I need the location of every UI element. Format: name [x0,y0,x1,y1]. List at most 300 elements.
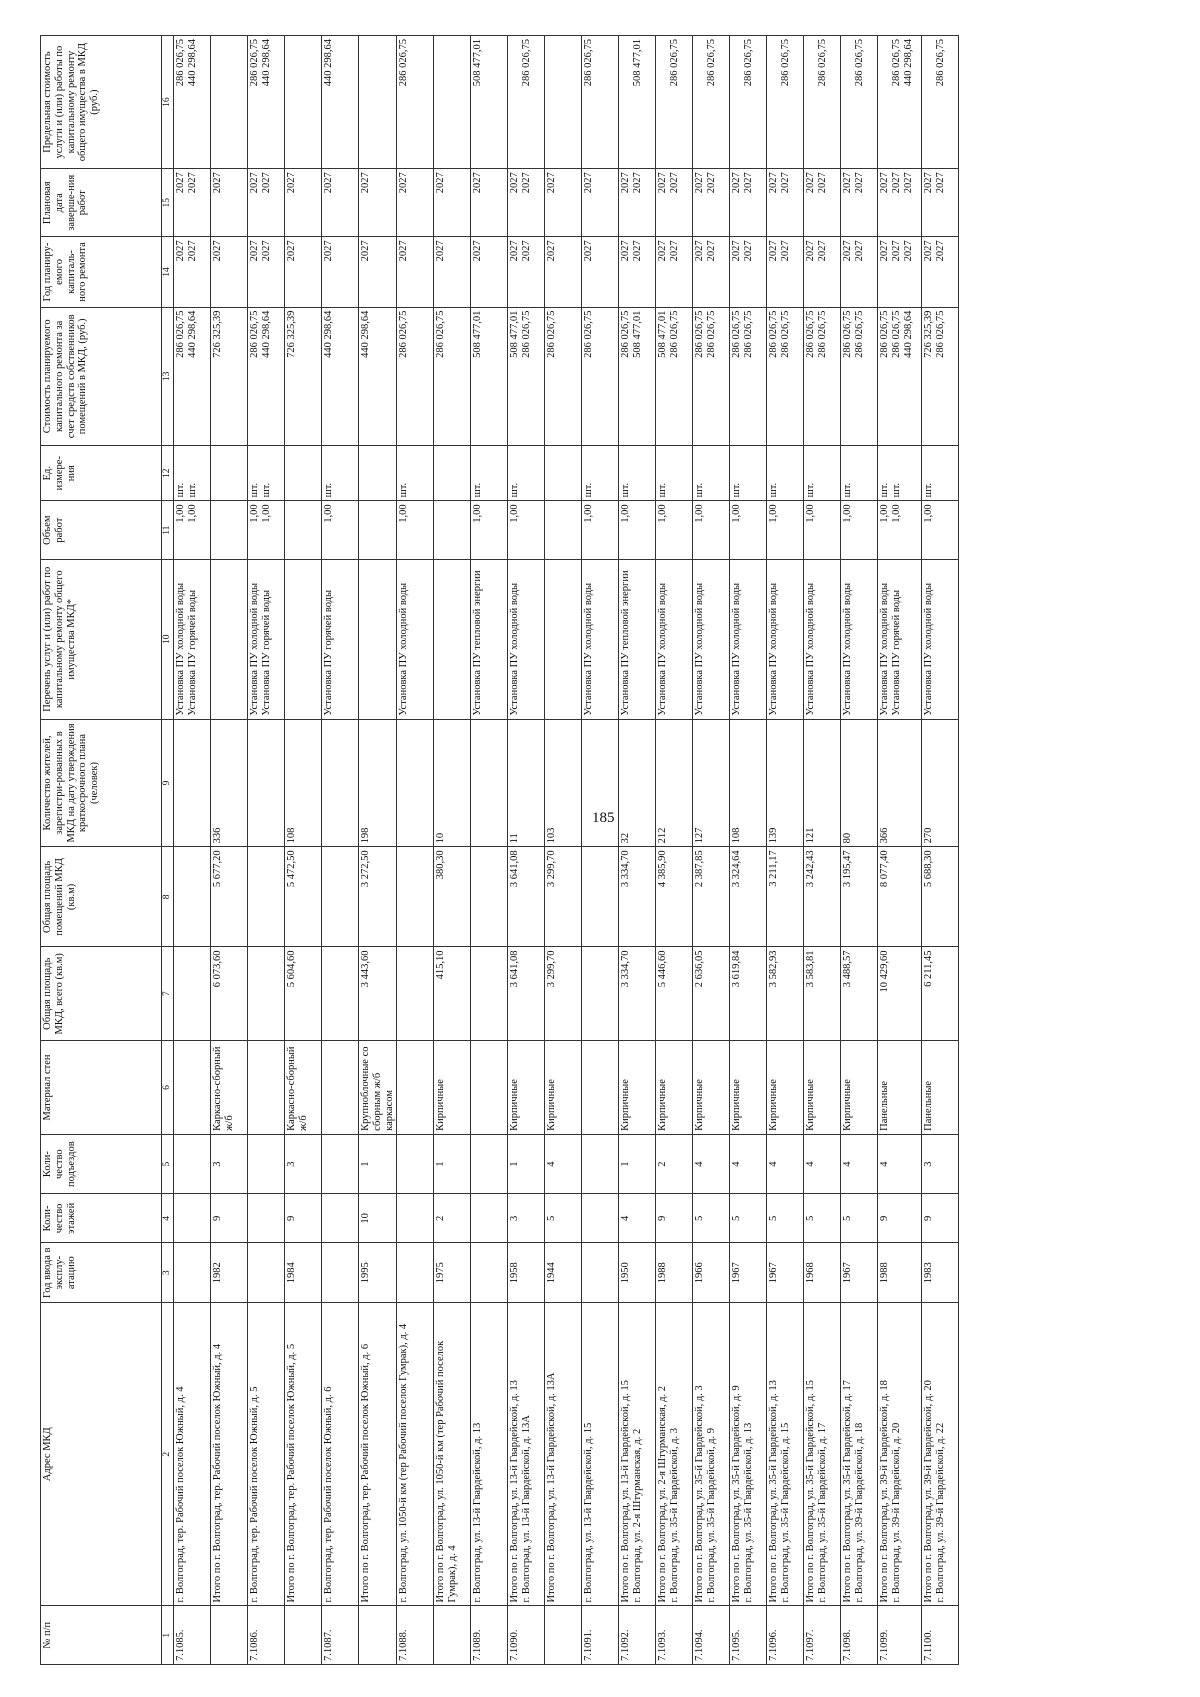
row-number: 7.1087. [322,1606,359,1665]
planned-cost-cell-line: 286 026,75 [546,310,558,358]
column-header-3: Год ввода в эксплу-атацию [41,1243,162,1303]
wall-material-cell: Кирпичные [656,1041,693,1135]
completion-date-cell [619,169,656,237]
floors-cell: 5 [693,1194,730,1243]
limit-cost-cell-line: 508 477,01 [632,39,643,87]
limit-cost-cell [922,36,959,169]
residents-cell: 198 [359,719,397,847]
address-cell: Итого по г. Волгоград, тер. Рабочий поселок Южный, д. 4 [211,1303,248,1606]
completion-date-cell-line: 2027 [286,172,297,194]
work-list-cell [693,559,730,719]
wall-material-cell: Кирпичные [730,1041,767,1135]
wall-material-cell [397,1041,434,1135]
entrances-cell: 4 [730,1134,767,1194]
planned-cost-cell-line: 508 477,01 [657,310,669,358]
planned-cost-cell [508,307,545,445]
work-list-cell [434,559,471,719]
unit-cell-line: шт. [186,482,198,498]
limit-cost-cell-line: 286 026,75 [743,39,754,87]
limit-cost-cell [359,36,397,169]
work-volume-cell [693,501,730,560]
completion-date-cell-line: 2027 [260,172,272,194]
wall-material-cell: Кирпичные [434,1041,471,1135]
planned-cost-cell-line: 286 026,75 [435,310,447,358]
work-list-cell [545,559,582,719]
column-number-3: 3 [162,1243,174,1303]
entrances-cell: 3 [922,1134,959,1194]
unit-cell [471,446,508,501]
work-list-cell-line: Установка ПУ холодной воды [398,582,410,716]
work-volume-cell [730,501,767,560]
repair-year-cell-line: 2027 [398,240,410,262]
completion-date-cell-line: 2027 [669,172,680,194]
year-built-cell: 1967 [841,1243,878,1303]
work-volume-cell-line: 1,00 [805,504,817,523]
table-row [434,36,471,1665]
limit-cost-cell [582,36,619,169]
completion-date-cell-line: 2027 [657,172,669,194]
repair-year-cell-line: 2027 [805,240,817,262]
completion-date-cell-line: 2027 [509,172,521,194]
work-list-cell [619,559,656,719]
work-volume-cell-line: 1,00 [768,504,780,523]
table-header-row [41,36,162,1665]
column-header-11: Объем работ [41,501,162,560]
residents-cell: 103 [545,719,582,847]
unit-cell-line: шт. [323,482,334,498]
unit-cell-line: шт. [731,482,743,498]
total-area-cell: 3 299,70 [545,947,582,1041]
planned-cost-cell-line: 286 026,75 [817,310,828,358]
total-area-cell: 3 582,93 [767,947,804,1041]
completion-date-cell [508,169,545,237]
wall-material-cell: Панельные [878,1041,922,1135]
residents-cell: 108 [285,719,322,847]
unit-cell [878,446,922,501]
work-volume-cell [508,501,545,560]
work-volume-cell-line: 1,00 [323,504,334,523]
entrances-cell [248,1134,285,1194]
planned-cost-cell-line: 440 298,64 [186,310,198,358]
column-number-8: 8 [162,847,174,947]
wall-material-cell [471,1041,508,1135]
work-list-cell-line: Установка ПУ холодной воды [249,582,260,716]
work-volume-cell-line: 1,00 [509,504,521,523]
repair-year-cell-line: 2027 [546,240,558,262]
work-volume-cell-line: 1,00 [620,504,632,523]
address-cell [730,1303,767,1606]
planned-cost-cell-line: 286 026,75 [879,310,891,358]
work-volume-cell [878,501,922,560]
repair-year-cell [619,237,656,307]
repair-year-cell-line: 2027 [780,240,791,262]
year-built-cell: 1967 [767,1243,804,1303]
unit-cell [693,446,730,501]
total-area-cell: 6 073,60 [211,947,248,1041]
repair-year-cell-line: 2027 [694,240,706,262]
unit-cell [841,446,878,501]
repair-year-cell-line: 2027 [249,240,260,262]
unit-cell-line: шт. [398,482,410,498]
premises-area-cell: 3 334,70 [619,847,656,947]
premises-area-cell: 8 077,40 [878,847,922,947]
repair-year-cell [878,237,922,307]
residents-cell [322,719,359,847]
repair-year-cell-line: 2027 [891,240,902,262]
unit-cell-line: шт. [879,482,891,498]
year-built-cell: 1968 [804,1243,841,1303]
address-cell [767,1303,804,1606]
work-volume-cell [397,501,434,560]
total-area-cell: 10 429,60 [878,947,922,1041]
premises-area-cell: 5 472,50 [285,847,322,947]
residents-cell: 32 [619,719,656,847]
repair-year-cell-line: 2027 [186,240,198,262]
repair-year-cell-line: 2027 [260,240,272,262]
work-list-cell [174,559,211,719]
work-volume-cell [656,501,693,560]
planned-cost-cell [434,307,471,445]
unit-cell [211,446,248,501]
floors-cell [582,1194,619,1243]
column-header-15: Плановая дата заверше-ния работ [41,169,162,237]
planned-cost-cell [582,307,619,445]
year-built-cell: 1958 [508,1243,545,1303]
planned-cost-cell-line: 286 026,75 [805,310,817,358]
row-number: 7.1092. [619,1606,656,1665]
work-list-cell-line: Установка ПУ холодной воды [879,582,891,716]
work-volume-cell-line: 1,00 [175,504,186,523]
column-header-8: Общая площадь помещений МКД (кв.м) [41,847,162,947]
planned-cost-cell [878,307,922,445]
work-list-cell [841,559,878,719]
entrances-cell: 1 [508,1134,545,1194]
limit-cost-cell [508,36,545,169]
limit-cost-cell [174,36,211,169]
planned-cost-cell-line: 440 298,64 [260,310,272,358]
limit-cost-cell [471,36,508,169]
limit-cost-cell [730,36,767,169]
work-list-cell [582,559,619,719]
floors-cell [322,1194,359,1243]
total-area-cell: 3 488,57 [841,947,878,1041]
completion-date-cell-line: 2027 [768,172,780,194]
unit-cell [397,446,434,501]
table-row [285,36,322,1665]
work-volume-cell [285,501,322,560]
floors-cell: 5 [767,1194,804,1243]
floors-cell: 4 [619,1194,656,1243]
entrances-cell: 4 [693,1134,730,1194]
repair-year-cell-line: 2027 [935,240,946,262]
limit-cost-cell-line: 286 026,75 [249,39,260,87]
entrances-cell: 1 [434,1134,471,1194]
planned-cost-cell [841,307,878,445]
work-volume-cell [322,501,359,560]
work-volume-cell [471,501,508,560]
premises-area-cell: 3 242,43 [804,847,841,947]
unit-cell [656,446,693,501]
limit-cost-cell-line: 286 026,75 [521,39,532,87]
floors-cell: 9 [878,1194,922,1243]
residents-cell: 121 [804,719,841,847]
completion-date-cell-line: 2027 [891,172,902,194]
total-area-cell: 3 641,08 [508,947,545,1041]
completion-date-cell-line: 2027 [249,172,260,194]
repair-year-cell-line: 2027 [657,240,669,262]
limit-cost-cell [841,36,878,169]
entrances-cell [174,1134,211,1194]
limit-cost-cell-line: 440 298,64 [186,39,198,87]
completion-date-cell-line: 2027 [817,172,828,194]
repair-year-cell-line: 2027 [323,240,334,262]
address-cell-line: г. Волгоград, ул. 35-й Гвардейской, д. 9 [706,1428,717,1603]
work-volume-cell [359,501,397,560]
premises-area-cell: 5 677,20 [211,847,248,947]
row-number: 7.1097. [804,1606,841,1665]
work-volume-cell-line: 1,00 [186,504,198,523]
planned-cost-cell-line: 286 026,75 [743,310,754,358]
row-number: 7.1089. [471,1606,508,1665]
premises-area-cell: 3 299,70 [545,847,582,947]
table-row [545,36,582,1665]
table-body [174,36,959,1665]
limit-cost-cell-line: 286 026,75 [398,39,410,87]
year-built-cell: 1995 [359,1243,397,1303]
entrances-cell [582,1134,619,1194]
unit-cell-line: шт. [805,482,817,498]
completion-date-cell-line: 2027 [521,172,532,194]
limit-cost-cell-line: 286 026,75 [935,39,946,87]
year-built-cell: 1988 [878,1243,922,1303]
work-volume-cell [434,501,471,560]
planned-cost-cell [767,307,804,445]
completion-date-cell-line: 2027 [780,172,791,194]
repair-year-cell-line: 2027 [509,240,521,262]
unit-cell-line: шт. [472,482,484,498]
unit-cell [582,446,619,501]
address-cell [656,1303,693,1606]
completion-date-cell-line: 2027 [902,172,914,194]
residents-cell: 270 [922,719,959,847]
completion-date-cell-line: 2027 [923,172,935,194]
work-list-cell [656,559,693,719]
wall-material-cell: Кирпичные [693,1041,730,1135]
unit-cell [922,446,959,501]
floors-cell: 5 [730,1194,767,1243]
table-row [656,36,693,1665]
premises-area-cell [248,847,285,947]
unit-cell-line: шт. [891,482,902,498]
column-header-2: Адрес МКД [41,1303,162,1606]
work-list-cell-line: Установка ПУ холодной воды [657,582,669,716]
completion-date-cell-line: 2027 [805,172,817,194]
total-area-cell: 5 604,60 [285,947,322,1041]
planned-cost-cell [545,307,582,445]
completion-date-cell-line: 2027 [731,172,743,194]
row-number: 7.1100. [922,1606,959,1665]
address-cell: Итого по г. Волгоград, тер. Рабочий поселок Южный, д. 5 [285,1303,322,1606]
work-volume-cell [922,501,959,560]
planned-cost-cell-line: 508 477,01 [472,310,484,358]
unit-cell-line: шт. [175,482,186,498]
limit-cost-cell-line [620,39,632,165]
limit-cost-cell-line: 286 026,75 [706,39,717,87]
address-cell-line: г. Волгоград, ул. 39-й Гвардейской, д. 22 [935,1422,946,1603]
premises-area-cell [471,847,508,947]
work-volume-cell [841,501,878,560]
year-built-cell: 1944 [545,1243,582,1303]
planned-cost-cell [730,307,767,445]
column-number-5: 5 [162,1134,174,1194]
unit-cell [359,446,397,501]
premises-area-cell: 3 272,50 [359,847,397,947]
address-cell [508,1303,545,1606]
total-area-cell [248,947,285,1041]
completion-date-cell-line: 2027 [212,172,223,194]
address-cell-line: г. Волгоград, ул. 2-я Штурманская, д. 2 [632,1428,643,1603]
entrances-cell: 4 [804,1134,841,1194]
completion-date-cell [397,169,434,237]
row-number: 7.1099. [878,1606,922,1665]
planned-cost-cell-line: 726 325,39 [212,310,223,358]
year-built-cell [322,1243,359,1303]
residents-cell [397,719,434,847]
address-cell-line: Итого по г. Волгоград, ул. 13-й Гвардейской, д. 15 [620,1380,632,1603]
limit-cost-cell-line: 286 026,75 [583,39,595,87]
repair-year-cell-line: 2027 [706,240,717,262]
limit-cost-cell [322,36,359,169]
limit-cost-cell-line: 286 026,75 [780,39,791,87]
wall-material-cell: Кирпичные [619,1041,656,1135]
completion-date-cell [248,169,285,237]
residents-cell: 336 [211,719,248,847]
column-header-13: Стоимость планируемого капитального ремонта за счет средств собственников помещений в МКД, (руб.) [41,307,162,445]
residents-cell [471,719,508,847]
year-built-cell: 1984 [285,1243,322,1303]
planned-cost-cell-line: 508 477,01 [509,310,521,358]
limit-cost-cell-line: 508 477,01 [472,39,484,87]
row-number: 7.1091. [582,1606,619,1665]
repair-year-cell [730,237,767,307]
year-built-cell: 1982 [211,1243,248,1303]
total-area-cell [397,947,434,1041]
column-header-9: Количество жителей, зарегистри-рованных в МКД на дату утверждения краткосрочного плана (человек) [41,719,162,847]
address-cell-line: г. Волгоград, ул. 13-й Гвардейской, д. 13А [521,1415,532,1603]
repair-year-cell-line: 2027 [175,240,186,262]
work-list-cell-line: Установка ПУ горячей воды [891,589,902,716]
limit-cost-cell [804,36,841,169]
address-cell [922,1303,959,1606]
residents-cell: 127 [693,719,730,847]
premises-area-cell: 2 387,85 [693,847,730,947]
planned-cost-cell [471,307,508,445]
work-list-cell [285,559,322,719]
table-row [767,36,804,1665]
repair-year-cell [841,237,878,307]
completion-date-cell [841,169,878,237]
address-cell-line: г. Волгоград, ул. 35-й Гвардейской, д. 15 [780,1422,791,1603]
planned-cost-cell-line: 286 026,75 [706,310,717,358]
completion-date-cell-line: 2027 [842,172,854,194]
residents-cell: 139 [767,719,804,847]
table-row [619,36,656,1665]
repair-year-cell [508,237,545,307]
completion-date-cell [693,169,730,237]
entrances-cell: 2 [656,1134,693,1194]
limit-cost-cell [248,36,285,169]
total-area-cell: 3 443,60 [359,947,397,1041]
address-cell-line: г. Волгоград, ул. 39-й Гвардейской, д. 20 [891,1422,902,1603]
address-cell [619,1303,656,1606]
column-number-6: 6 [162,1041,174,1135]
completion-date-cell-line: 2027 [743,172,754,194]
unit-cell [434,446,471,501]
planned-cost-cell-line: 286 026,75 [583,310,595,358]
year-built-cell: 1967 [730,1243,767,1303]
entrances-cell: 4 [878,1134,922,1194]
wall-material-cell [174,1041,211,1135]
repair-year-cell-line: 2027 [923,240,935,262]
completion-date-cell [174,169,211,237]
repair-year-cell [248,237,285,307]
limit-cost-cell-line [923,39,935,165]
completion-date-cell [545,169,582,237]
work-list-cell [248,559,285,719]
work-volume-cell-line: 1,00 [472,504,484,523]
entrances-cell [397,1134,434,1194]
planned-cost-cell-line: 440 298,64 [323,310,334,358]
repair-year-cell-line: 2027 [768,240,780,262]
floors-cell: 9 [922,1194,959,1243]
planned-cost-cell-line: 286 026,75 [175,310,186,358]
premises-area-cell: 3 195,47 [841,847,878,947]
floors-cell [397,1194,434,1243]
completion-date-cell-line: 2027 [175,172,186,194]
column-header-14: Год планиру-емого капиталь-ного ремонта [41,237,162,307]
table-row [471,36,508,1665]
unit-cell-line: шт. [583,482,595,498]
address-cell-line: Итого по г. Волгоград, ул. 35-й Гвардейской, д. 9 [731,1385,743,1603]
row-number: 7.1093. [656,1606,693,1665]
floors-cell: 9 [656,1194,693,1243]
total-area-cell: 6 211,45 [922,947,959,1041]
planned-cost-cell [804,307,841,445]
repair-year-cell [804,237,841,307]
planned-cost-cell [174,307,211,445]
floors-cell: 3 [508,1194,545,1243]
total-area-cell: 3 619,84 [730,947,767,1041]
work-list-cell [397,559,434,719]
work-list-cell [922,559,959,719]
column-number-16: 16 [162,36,174,169]
repair-year-cell-line: 2027 [435,240,447,262]
unit-cell-line: шт. [842,482,854,498]
planned-cost-cell-line: 286 026,75 [620,310,632,358]
repair-year-cell [174,237,211,307]
premises-area-cell [397,847,434,947]
column-number-12: 12 [162,446,174,501]
total-area-cell: 3 334,70 [619,947,656,1041]
wall-material-cell: Панельные [922,1041,959,1135]
address-cell [841,1303,878,1606]
planned-cost-cell [248,307,285,445]
planned-cost-cell-line: 286 026,75 [731,310,743,358]
completion-date-cell [804,169,841,237]
repair-year-cell [693,237,730,307]
unit-cell [508,446,545,501]
planned-cost-cell-line: 286 026,75 [935,310,946,358]
